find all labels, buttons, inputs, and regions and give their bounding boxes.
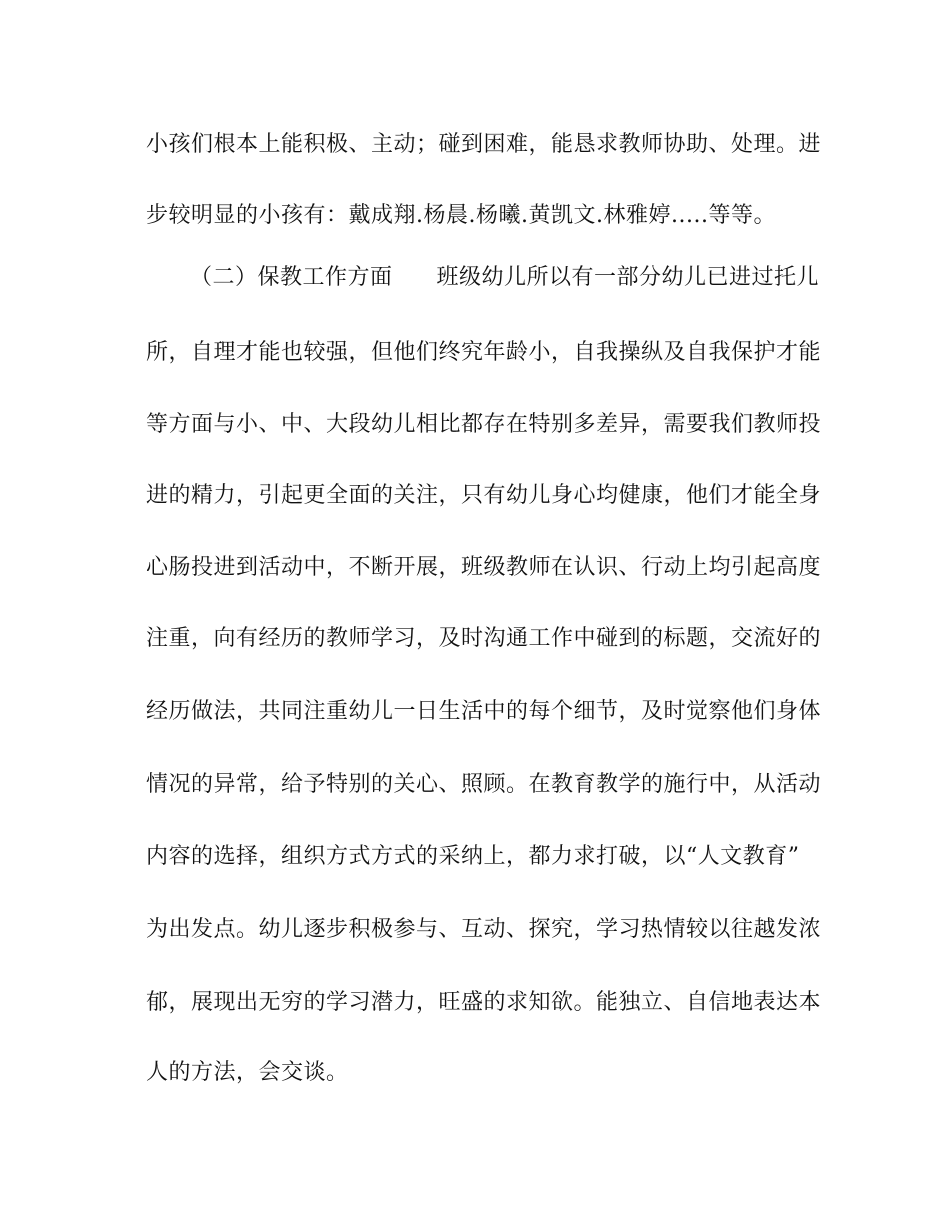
- text-line: 小孩们根本上能积极、主动；碰到困难，能恳求教师协助、处理。进: [146, 132, 822, 157]
- section-heading: （二）保教工作方面: [190, 265, 393, 290]
- text-line: 注重，向有经历的教师学习，及时沟通工作中碰到的标题，交流好的: [146, 626, 822, 651]
- text-line: 内容的选择，组织方式方式的采纳上，都力求打破，以“人文教育”: [146, 844, 800, 869]
- text-line: 情况的异常，给予特别的关心、照顾。在教育教学的施行中，从活动: [146, 772, 822, 797]
- paragraph-first-line: [190, 263, 850, 293]
- text-line: 心肠投进到活动中，不断开展，班级教师在认识、行动上均引起高度: [146, 555, 822, 580]
- text-line: 郁，展现出无穷的学习潜力，旺盛的求知欲。能独立、自信地表达本: [146, 990, 822, 1015]
- text-line: 等方面与小、中、大段幼儿相比都存在特别多差异，需要我们教师投: [146, 412, 822, 437]
- text-line: 步较明显的小孩有：戴成翔.杨晨.杨曦.黄凯文.林雅婷.....等等。: [146, 203, 776, 228]
- text-line: 人的方法，会交谈。: [146, 1060, 349, 1085]
- paragraph-text: 班级幼儿所以有一部分幼儿已进过托儿: [436, 265, 820, 290]
- text-line: 进的精力，引起更全面的关注，只有幼儿身心均健康，他们才能全身: [146, 483, 822, 508]
- text-line: 为出发点。幼儿逐步积极参与、互动、探究，学习热情较以往越发浓: [146, 917, 822, 942]
- text-line: 经历做法，共同注重幼儿一日生活中的每个细节，及时觉察他们身体: [146, 699, 822, 724]
- text-line: 所，自理才能也较强，但他们终究年龄小，自我操纵及自我保护才能: [146, 340, 822, 365]
